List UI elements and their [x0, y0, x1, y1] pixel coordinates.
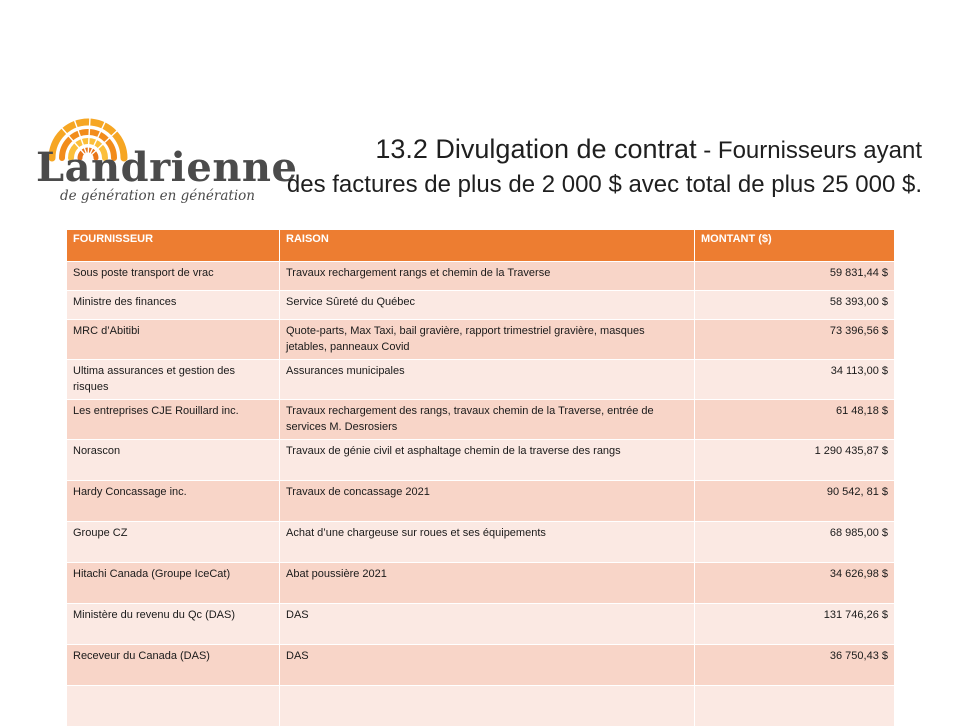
- cell-fournisseur: Ultima assurances et gestion des risques: [67, 360, 280, 400]
- contracts-table: [66, 229, 895, 727]
- cell-fournisseur: Hardy Concassage inc.: [67, 481, 280, 522]
- cell-raison: Abat poussière 2021: [280, 563, 695, 604]
- cell-montant: 68 985,00 $: [695, 522, 895, 563]
- cell-fournisseur: Receveur du Canada (DAS): [67, 645, 280, 686]
- logo-name: Landrienne: [36, 144, 298, 191]
- table-row: [67, 291, 895, 320]
- cell-fournisseur: Hitachi Canada (Groupe IceCat): [67, 563, 280, 604]
- cell-fournisseur: Ministère du revenu du Qc (DAS): [67, 604, 280, 645]
- table-row: [67, 563, 895, 604]
- landrienne-logo: [30, 112, 298, 212]
- cell-raison: DAS: [280, 604, 695, 645]
- header-montant: MONTANT ($): [695, 230, 895, 262]
- cell-raison: Achat d’une chargeuse sur roues et ses équipements: [280, 522, 695, 563]
- cell-montant: 1 290 435,87 $: [695, 440, 895, 481]
- cell-montant: 36 750,43 $: [695, 645, 895, 686]
- title-sub-line1: Fournisseurs ayant: [717, 137, 922, 164]
- cell-montant: 34 626,98 $: [695, 563, 895, 604]
- header-fournisseur: FOURNISSEUR: [67, 230, 280, 262]
- cell-raison: Quote-parts, Max Taxi, bail gravière, rapport trimestriel gravière, masques jetables, panneaux Covid: [280, 320, 695, 360]
- table-row: [67, 522, 895, 563]
- cell-raison: Travaux de concassage 2021: [280, 481, 695, 522]
- cell-montant: 61 48,18 $: [695, 400, 895, 440]
- logo-tagline: de génération en génération: [60, 188, 255, 204]
- cell-fournisseur: MRC d’Abitibi: [67, 320, 280, 360]
- cell-raison: Travaux rechargement rangs et chemin de la Traverse: [280, 262, 695, 291]
- cell-fournisseur: Norascon: [67, 440, 280, 481]
- table-row: [67, 645, 895, 686]
- header-raison: RAISON: [280, 230, 695, 262]
- cell-fournisseur: [67, 686, 280, 727]
- table-header-row: [67, 230, 895, 262]
- table-row: [67, 320, 895, 360]
- cell-montant: 90 542, 81 $: [695, 481, 895, 522]
- cell-raison: [280, 686, 695, 727]
- title-main: 13.2 Divulgation de contrat: [375, 134, 697, 164]
- cell-raison: Service Sûreté du Québec: [280, 291, 695, 320]
- cell-raison: DAS: [280, 645, 695, 686]
- table-row: [67, 686, 895, 727]
- cell-fournisseur: Ministre des finances: [67, 291, 280, 320]
- table-row: [67, 440, 895, 481]
- cell-fournisseur: Les entreprises CJE Rouillard inc.: [67, 400, 280, 440]
- cell-raison: Assurances municipales: [280, 360, 695, 400]
- cell-montant: 73 396,56 $: [695, 320, 895, 360]
- cell-montant: 58 393,00 $: [695, 291, 895, 320]
- table-row: [67, 400, 895, 440]
- cell-raison: Travaux de génie civil et asphaltage chemin de la traverse des rangs: [280, 440, 695, 481]
- title-sub-line2: des factures de plus de 2 000 $ avec total de plus 25 000 $.: [286, 171, 922, 198]
- cell-raison: Travaux rechargement des rangs, travaux chemin de la Traverse, entrée de services M. Desrosiers: [280, 400, 695, 440]
- table-row: [67, 262, 895, 291]
- cell-montant: 34 113,00 $: [695, 360, 895, 400]
- cell-montant: 59 831,44 $: [695, 262, 895, 291]
- cell-fournisseur: Groupe CZ: [67, 522, 280, 563]
- cell-fournisseur: Sous poste transport de vrac: [67, 262, 280, 291]
- title-dash: -: [696, 137, 718, 164]
- cell-montant: 131 746,26 $: [695, 604, 895, 645]
- page-title: [282, 132, 922, 202]
- table-row: [67, 604, 895, 645]
- table-row: [67, 481, 895, 522]
- table-row: [67, 360, 895, 400]
- cell-montant: [695, 686, 895, 727]
